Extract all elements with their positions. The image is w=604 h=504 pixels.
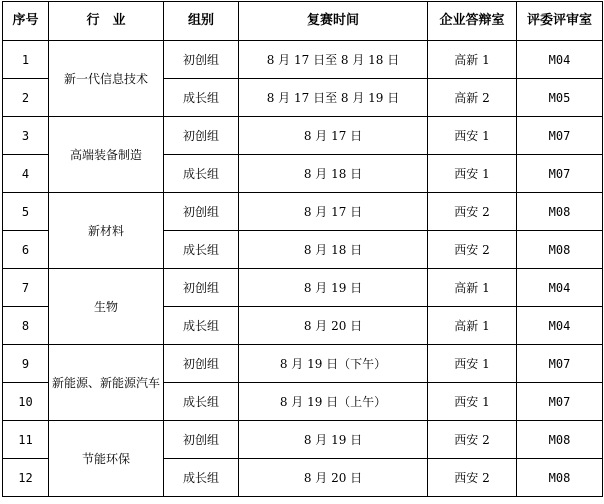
group-cell: 成长组	[164, 231, 239, 269]
time-cell: 8 月 20 日	[239, 307, 428, 345]
defense-room-cell: 西安 2	[428, 231, 517, 269]
review-room-cell: M08	[517, 193, 603, 231]
schedule-table	[2, 1, 603, 497]
review-room-cell: M07	[517, 345, 603, 383]
group-cell: 初创组	[164, 41, 239, 79]
industry-cell: 生物	[49, 269, 164, 345]
defense-room-cell: 高新 2	[428, 79, 517, 117]
table-row	[3, 421, 603, 459]
industry-cell: 节能环保	[49, 421, 164, 497]
industry-cell: 新材料	[49, 193, 164, 269]
time-cell: 8 月 17 日至 8 月 18 日	[239, 41, 428, 79]
seq-cell: 2	[3, 79, 49, 117]
defense-room-cell: 高新 1	[428, 41, 517, 79]
time-cell: 8 月 19 日（下午）	[239, 345, 428, 383]
table-row	[3, 193, 603, 231]
seq-cell: 9	[3, 345, 49, 383]
group-cell: 成长组	[164, 79, 239, 117]
review-room-cell: M08	[517, 459, 603, 497]
seq-cell: 12	[3, 459, 49, 497]
seq-cell: 3	[3, 117, 49, 155]
group-cell: 初创组	[164, 345, 239, 383]
time-cell: 8 月 17 日	[239, 193, 428, 231]
seq-cell: 8	[3, 307, 49, 345]
header-industry: 行 业	[49, 2, 164, 41]
group-cell: 成长组	[164, 307, 239, 345]
defense-room-cell: 西安 2	[428, 459, 517, 497]
review-room-cell: M04	[517, 269, 603, 307]
review-room-cell: M07	[517, 155, 603, 193]
header-review-room: 评委评审室	[517, 2, 603, 41]
time-cell: 8 月 18 日	[239, 231, 428, 269]
industry-cell: 新一代信息技术	[49, 41, 164, 117]
time-cell: 8 月 17 日	[239, 117, 428, 155]
group-cell: 初创组	[164, 269, 239, 307]
defense-room-cell: 高新 1	[428, 307, 517, 345]
header-seq: 序号	[3, 2, 49, 41]
header-defense-room: 企业答辩室	[428, 2, 517, 41]
group-cell: 初创组	[164, 193, 239, 231]
defense-room-cell: 西安 2	[428, 421, 517, 459]
time-cell: 8 月 19 日	[239, 269, 428, 307]
seq-cell: 5	[3, 193, 49, 231]
group-cell: 成长组	[164, 459, 239, 497]
table-row	[3, 41, 603, 79]
seq-cell: 11	[3, 421, 49, 459]
table-row	[3, 117, 603, 155]
defense-room-cell: 西安 1	[428, 117, 517, 155]
review-room-cell: M07	[517, 117, 603, 155]
table-row	[3, 269, 603, 307]
industry-cell: 新能源、新能源汽车	[49, 345, 164, 421]
defense-room-cell: 西安 2	[428, 193, 517, 231]
defense-room-cell: 高新 1	[428, 269, 517, 307]
defense-room-cell: 西安 1	[428, 155, 517, 193]
review-room-cell: M08	[517, 231, 603, 269]
header-group: 组别	[164, 2, 239, 41]
time-cell: 8 月 19 日	[239, 421, 428, 459]
industry-cell: 高端装备制造	[49, 117, 164, 193]
time-cell: 8 月 18 日	[239, 155, 428, 193]
group-cell: 成长组	[164, 155, 239, 193]
seq-cell: 1	[3, 41, 49, 79]
header-row	[3, 2, 603, 41]
group-cell: 初创组	[164, 421, 239, 459]
defense-room-cell: 西安 1	[428, 383, 517, 421]
seq-cell: 6	[3, 231, 49, 269]
seq-cell: 10	[3, 383, 49, 421]
review-room-cell: M08	[517, 421, 603, 459]
time-cell: 8 月 17 日至 8 月 19 日	[239, 79, 428, 117]
defense-room-cell: 西安 1	[428, 345, 517, 383]
table-row	[3, 345, 603, 383]
group-cell: 成长组	[164, 383, 239, 421]
review-room-cell: M04	[517, 307, 603, 345]
review-room-cell: M05	[517, 79, 603, 117]
seq-cell: 4	[3, 155, 49, 193]
seq-cell: 7	[3, 269, 49, 307]
time-cell: 8 月 20 日	[239, 459, 428, 497]
time-cell: 8 月 19 日（上午）	[239, 383, 428, 421]
group-cell: 初创组	[164, 117, 239, 155]
review-room-cell: M07	[517, 383, 603, 421]
header-time: 复赛时间	[239, 2, 428, 41]
review-room-cell: M04	[517, 41, 603, 79]
